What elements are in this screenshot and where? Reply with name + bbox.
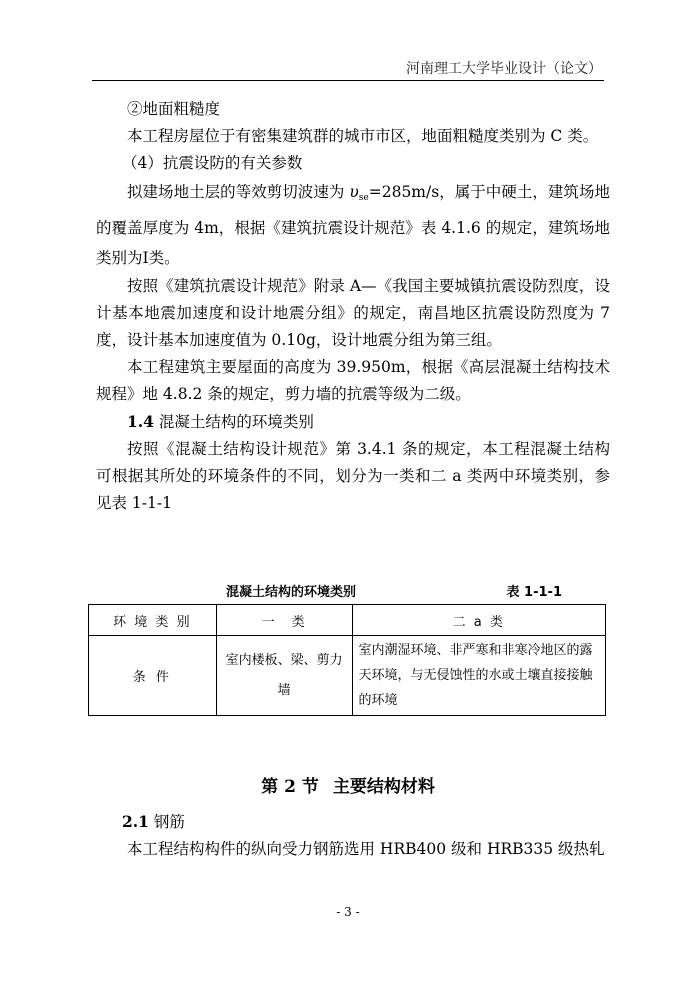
paragraph-seismic-heading: （4）抗震设防的有关参数 [122,154,303,172]
header-rule [92,80,604,81]
shear-wave-before: 拟建场地土层的等效剪切波速为 [127,183,350,201]
table-cell-class-2a: 室内潮湿环境、非严寒和非寒冷地区的露天环境，与无侵蚀性的水或土壤直接接触的环境 [352,636,605,716]
shear-wave-symbol: υ [349,183,359,201]
heading-2-1 [96,808,610,836]
table-caption-title: 混凝土结构的环境类别 [226,585,357,600]
table-caption [226,581,562,600]
page-header: 河南理工大学毕业设计（论文） [406,61,602,77]
environment-table [88,604,606,716]
shear-wave-after: =285m/s，属于中硬土，建筑场地的覆盖厚度为 4m，根据《建筑抗震设计规范》表 4.1.6 的规定，建筑场地类别为Ⅰ类。 [96,183,610,267]
paragraph-roughness-heading: ②地面粗糙度 [127,100,221,118]
heading-1-4-text: 混凝土结构的环境类别 [153,413,314,431]
body-text-lower [96,808,610,863]
section-title-text: 主要结构材料 [332,777,435,797]
heading-1-4 [96,408,610,436]
table-header-row [89,605,606,636]
table-header-class-2a: 二 a 类 [352,605,605,636]
heading-2-1-number: 2.1 [122,812,149,831]
paragraph-rebar: 本工程结构构件的纵向受力钢筋选用 HRB400 级和 HRB335 级热轧 [127,840,605,858]
shear-wave-subscript: se [358,193,369,203]
page-number: - 3 - [336,905,360,919]
heading-2-1-text: 钢筋 [148,813,185,831]
paragraph-shear-wave [96,177,610,273]
table-row [89,636,606,716]
table-row-label: 条 件 [89,636,217,716]
section-title [0,772,696,797]
table-header-category: 环 境 类 别 [89,605,217,636]
heading-1-4-number: 1.4 [127,412,154,431]
paragraph-seismic-grade: 本工程建筑主要屋面的高度为 39.950m，根据《高层混凝土结构技术规程》地 4.8.2 条的规定，剪力墙的抗震等级为二级。 [96,358,610,403]
table-cell-class-1: 室内楼板、梁、剪力墙 [216,636,352,716]
paragraph-roughness: 本工程房屋位于有密集建筑群的城市市区，地面粗糙度类别为 C 类。 [127,127,599,145]
body-text-upper [96,96,610,517]
table-caption-number: 表 1-1-1 [506,585,562,600]
paragraph-seismic-intensity: 按照《建筑抗震设计规范》附录 A—《我国主要城镇抗震设防烈度，设计基本地震加速度和设计地震分组》的规定，南昌地区抗震设防烈度为 7 度，设计基本加速度值为 0.10g，设计地震分组为第三组。 [96,277,610,349]
table-header-class-1: 一 类 [216,605,352,636]
paragraph-environment: 按照《混凝土结构设计规范》第 3.4.1 条的规定，本工程混凝土结构可根据其所处的环境条件的不同，划分为一类和二 a 类两中环境类别，参见表 1-1-1 [96,440,610,512]
section-number: 第 2 节 [261,777,319,797]
